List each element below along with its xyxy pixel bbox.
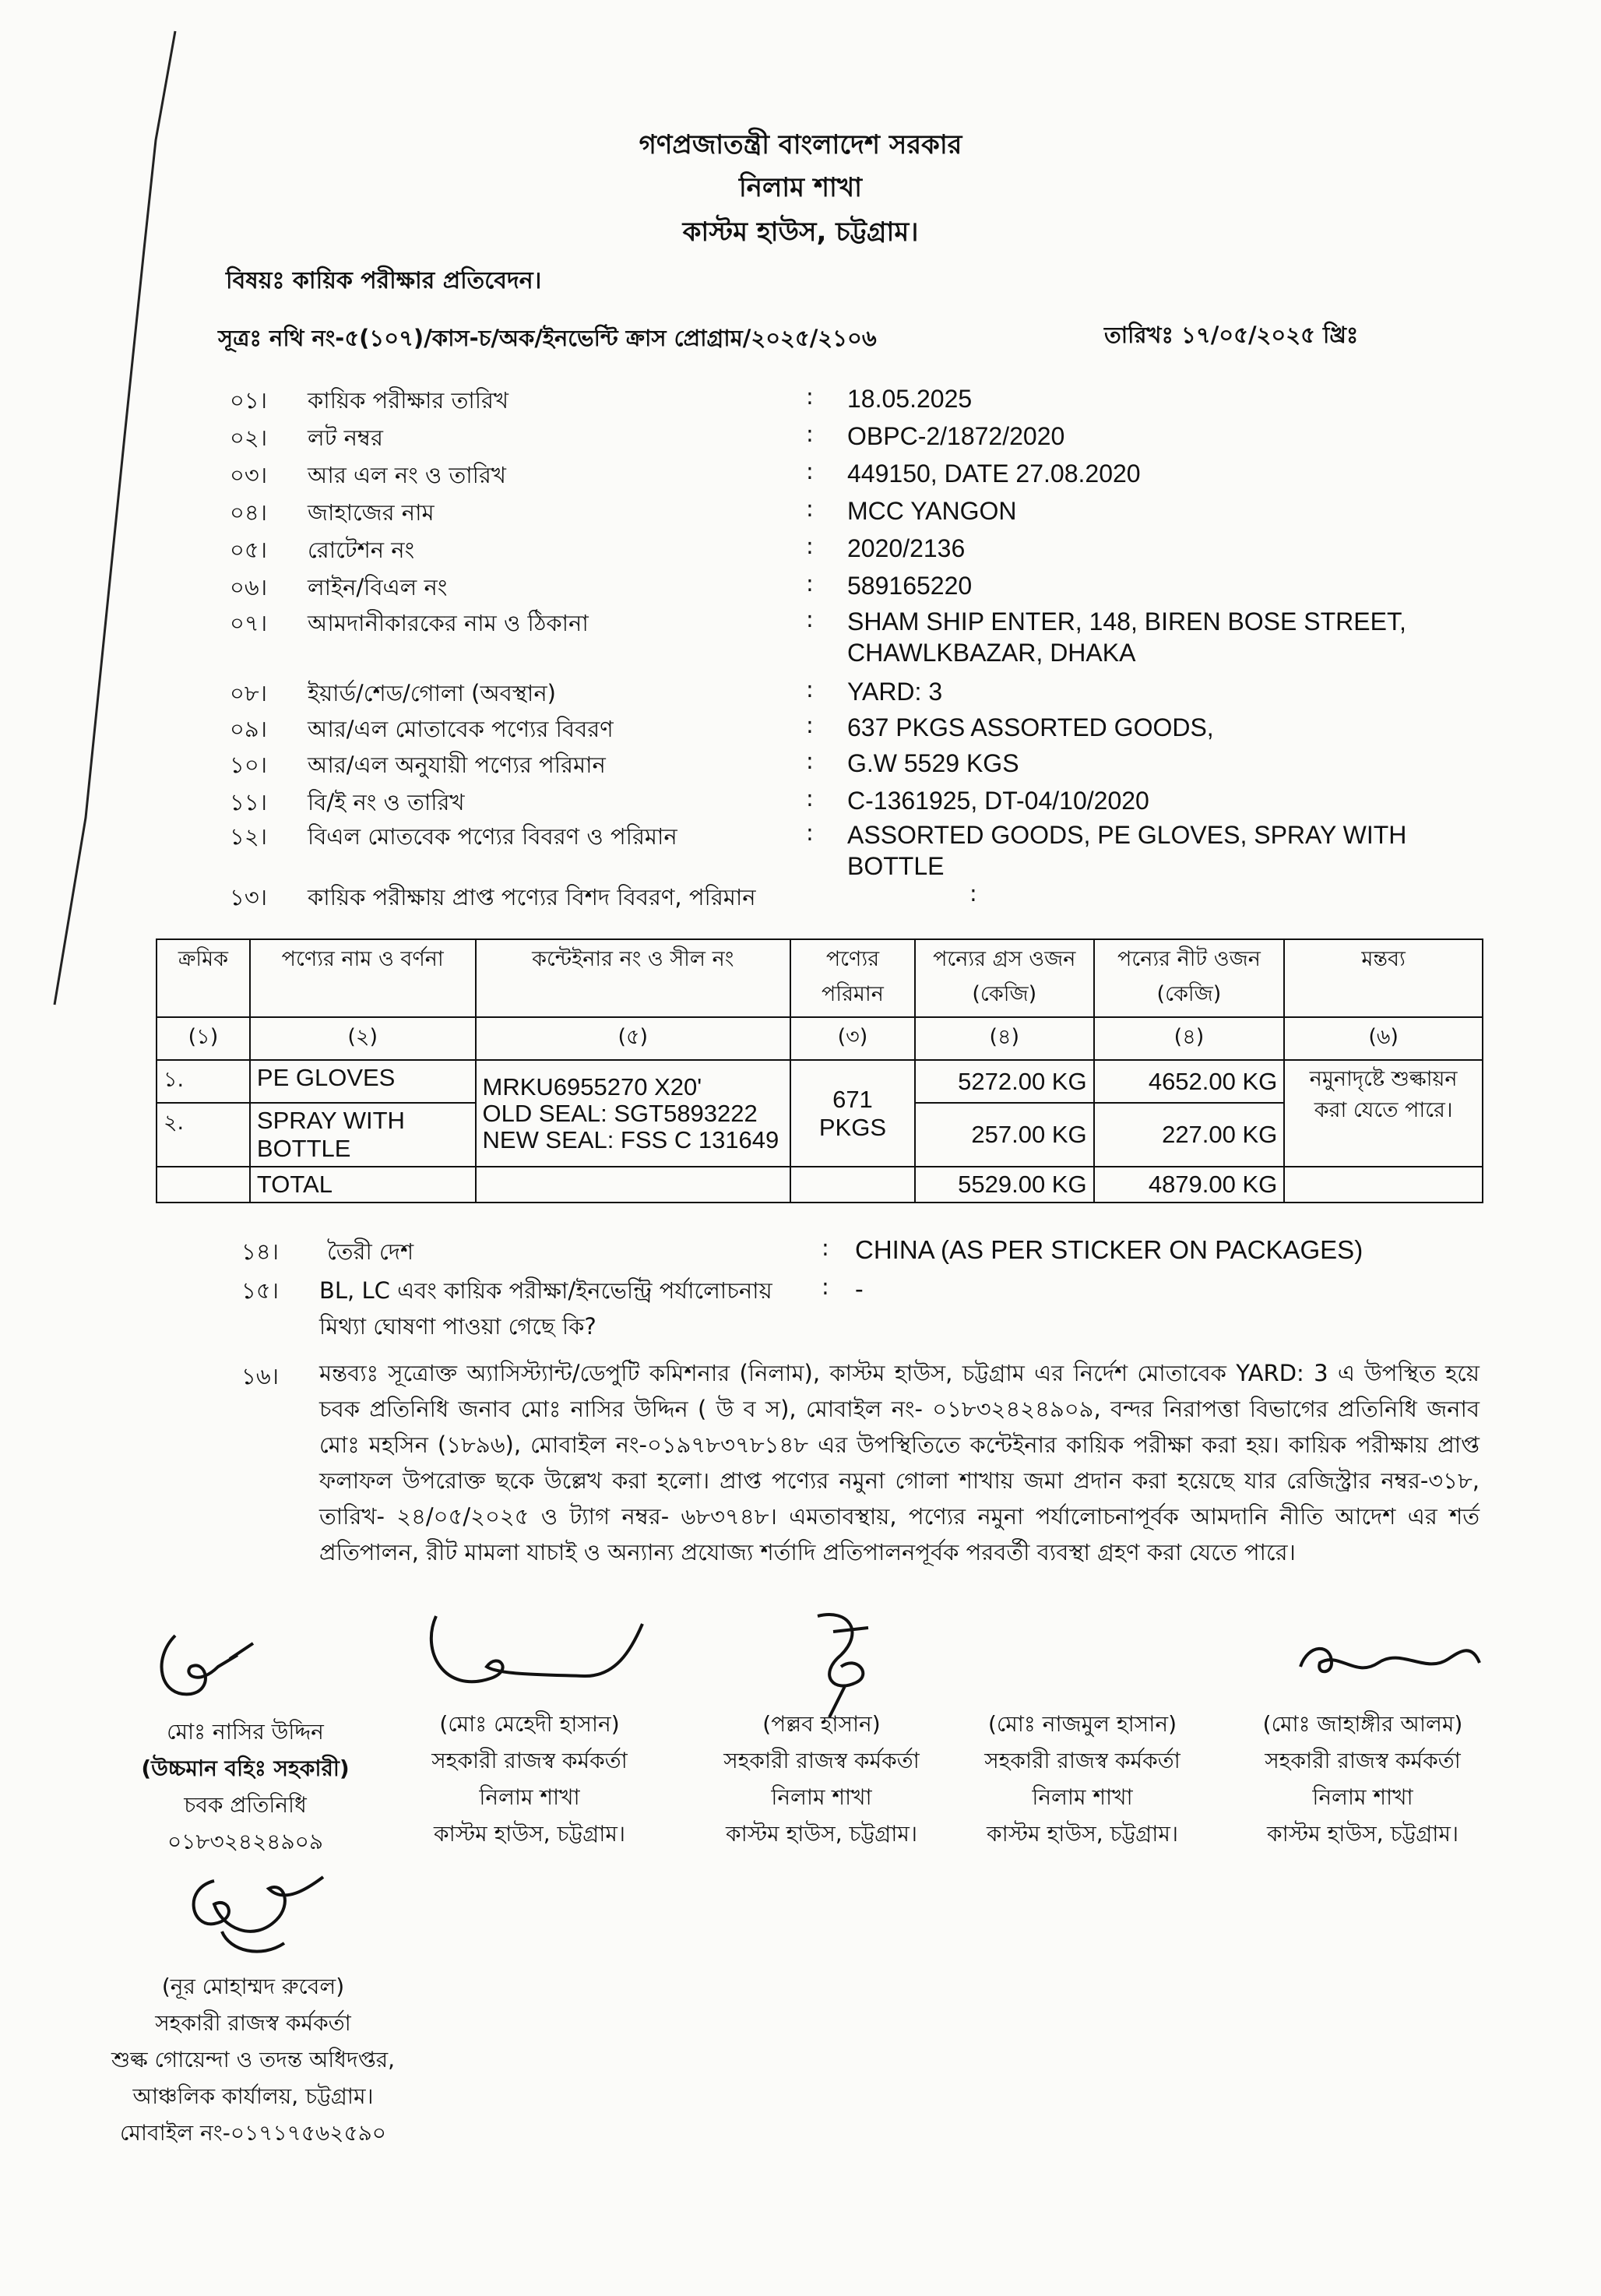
goods-table	[156, 938, 1483, 1203]
signatory-address: কাস্টম হাউস, চট্টগ্রাম।	[434, 1821, 625, 1847]
header-govt: গণপ্রজাতন্ত্রী বাংলাদেশ সরকার	[639, 129, 962, 160]
remark-cell: নমুনাদৃষ্টে শুল্কায়ন করা যেতে পারে।	[1284, 1060, 1483, 1167]
field-num: ১০।	[230, 752, 268, 778]
empty-cell	[1284, 1167, 1483, 1203]
field-num: ০৬।	[230, 574, 268, 600]
signatory-block	[1230, 1706, 1495, 1852]
signatory-name: (নূর মোহাম্মদ রুবেল)	[161, 1974, 345, 1999]
signatory-block	[958, 1706, 1207, 1852]
field-num: ১১।	[230, 789, 268, 815]
signature-6	[167, 1858, 339, 1967]
quantity-cell: 671 PKGS	[790, 1060, 915, 1167]
field-row	[0, 819, 1601, 882]
table-colnum-row	[157, 1017, 1483, 1060]
signature-1	[144, 1612, 284, 1713]
field-num: ১৩।	[230, 884, 268, 910]
field-colon: :	[806, 495, 814, 522]
signatory-office: নিলাম শাখা	[1032, 1784, 1133, 1810]
col-number: (৪)	[915, 1017, 1094, 1060]
field-label: জাহাজের নাম	[308, 499, 435, 526]
field-num: ১২।	[230, 823, 268, 850]
signatory-office: চবক প্রতিনিধি	[184, 1792, 307, 1818]
signatory-name: (মোঃ মেহেদী হাসান)	[439, 1711, 620, 1737]
field-row	[0, 880, 1601, 917]
total-gross: 5529.00 KG	[915, 1167, 1094, 1203]
col-number: (২)	[250, 1017, 476, 1060]
col-header: ক্রমিক	[157, 939, 250, 1017]
col-number: (৪)	[1094, 1017, 1285, 1060]
field-value: OBPC-2/1872/2020	[847, 422, 1065, 450]
field-num: ০৫।	[230, 537, 268, 563]
col-number: (৩)	[790, 1017, 915, 1060]
gross-weight-cell: 5272.00 KG	[915, 1060, 1094, 1103]
field-row	[0, 676, 1601, 713]
signatory-name: (পল্লব হাসান)	[762, 1711, 881, 1737]
signatory-address: কাস্টম হাউস, চট্টগ্রাম।	[726, 1821, 917, 1847]
field-label: আর এল নং ও তারিখ	[308, 462, 506, 488]
field-label: তৈরী দেশ	[327, 1238, 414, 1265]
new-seal: NEW SEAL: FSS C 131649	[482, 1125, 779, 1153]
col-number: (৫)	[476, 1017, 791, 1060]
field-num: ০৮।	[230, 680, 268, 706]
header-office: কাস্টম হাউস, চট্টগ্রাম।	[682, 217, 919, 248]
table-header-row	[157, 939, 1483, 1017]
field-colon: :	[806, 606, 814, 632]
signatory-block	[697, 1706, 946, 1852]
empty-cell	[476, 1167, 791, 1203]
signatory-block	[405, 1706, 654, 1852]
col-header: কন্টেইনার নং ও সীল নং	[476, 939, 791, 1017]
field-label: কায়িক পরীক্ষার তারিখ	[308, 387, 509, 414]
field-value: 637 PKGS ASSORTED GOODS,	[847, 713, 1214, 741]
signatory-address: কাস্টম হাউস, চট্টগ্রাম।	[987, 1821, 1178, 1847]
field-label: মিথ্যা ঘোষণা পাওয়া গেছে কি?	[319, 1313, 596, 1340]
field-colon: :	[806, 570, 814, 597]
field-value: YARD: 3	[847, 678, 943, 706]
field-label: লট নম্বর	[308, 424, 383, 451]
empty-cell	[790, 1167, 915, 1203]
field-num: ০৭।	[230, 610, 268, 636]
field-num: ১৪।	[241, 1238, 280, 1265]
field-row	[0, 458, 1601, 495]
field-row	[0, 712, 1601, 749]
date: তারিখঃ ১৭/০৫/২০২৫ খ্রিঃ	[1104, 322, 1359, 348]
field-num: ০২।	[230, 424, 268, 451]
serial-cell: ১.	[157, 1060, 250, 1103]
field-colon: :	[806, 533, 814, 559]
field-colon: :	[969, 880, 977, 907]
signatory-title: সহকারী রাজস্ব কর্মকর্তা	[1265, 1748, 1461, 1773]
field-value: 449150, DATE 27.08.2020	[847, 460, 1141, 488]
field-label: BL, LC এবং কায়িক পরীক্ষা/ইনভেন্ট্রি পর্যালোচনায়	[319, 1277, 772, 1304]
signatory-block	[117, 1713, 374, 1860]
signature-5	[1285, 1628, 1503, 1698]
signatory-office: নিলাম শাখা	[479, 1784, 580, 1810]
remarks-paragraph: মন্তব্যঃ সূত্রোক্ত অ্যাসিস্ট্যান্ট/ডেপুটি কমিশনার (নিলাম), কাস্টম হাউস, চট্টগ্রাম এর নির্দেশ মোতাবেক YARD: 3 এ উপস্থিত হয়ে চবক প্রতিনিধি জনাব মোঃ নাসির উদ্দিন ( উ ব স), মোবাইল নং- ০১৮৩২৪২৪৯০৯, বন্দর নিরাপত্তা বিভাগের প্রতিনিধি জনাব মোঃ মহসিন (১৮৯৬), মোবাইল নং-০১৯৭৮৩৭৮১৪৮ এর উপস্থিতিতে কন্টেইনার কায়িক পরীক্ষা করা হয়। কায়িক পরীক্ষায় প্রাপ্ত ফলাফল উপরোক্ত ছকে উল্লেখ করা হলো। প্রাপ্ত পণ্যের নমুনা গোলা শাখায় জমা প্রদান করা হয়েছে যার রেজিস্ট্রার নম্বর-৩১৮, তারিখ- ২৪/০৫/২০২৫ ও ট্যাগ নম্বর- ৬৮৩৭৪৮। এমতাবস্থায়, পণ্যের নমুনা পর্যালোচনাপূর্বক আমদানি নীতি আদেশ এর শর্ত প্রতিপালন, রীট মামলা যাচাই ও অন্যান্য প্রযোজ্য শর্তাদি প্রতিপালনপূর্বক পরবর্তী ব্যবস্থা গ্রহণ করা যেতে পারে।	[319, 1360, 1480, 1565]
signatory-mobile: ০১৮৩২৪২৪৯০৯	[167, 1829, 324, 1854]
signatory-address: আঞ্চলিক কার্যালয়, চট্টগ্রাম।	[132, 2083, 374, 2109]
signatory-address: কাস্টম হাউস, চট্টগ্রাম।	[1267, 1821, 1458, 1847]
container-no: MRKU6955270 X20'	[482, 1072, 702, 1100]
field-label: ইয়ার্ড/শেড/গোলা (অবস্থান)	[308, 680, 556, 706]
field-row-14	[0, 1234, 1601, 1272]
field-value: G.W 5529 KGS	[847, 749, 1019, 777]
field-num: ০৪।	[230, 499, 268, 526]
table-total-row	[157, 1167, 1483, 1203]
col-header: পন্যের নীট ওজন (কেজি)	[1094, 939, 1285, 1017]
col-header: পন্যের গ্রস ওজন (কেজি)	[915, 939, 1094, 1017]
signatory-block	[101, 1968, 405, 2151]
empty-cell	[157, 1167, 250, 1203]
gross-weight-cell: 257.00 KG	[915, 1103, 1094, 1167]
net-weight-cell: 227.00 KG	[1094, 1103, 1285, 1167]
field-colon: :	[806, 458, 814, 484]
field-label: আর/এল অনুযায়ী পণ্যের পরিমান	[308, 752, 606, 778]
total-label: TOTAL	[250, 1167, 476, 1203]
field-label: লাইন/বিএল নং	[308, 574, 448, 600]
field-value: 589165220	[847, 572, 973, 600]
reference: সূত্রঃ নথি নং-৫(১০৭)/কাস-চ/অক/ইনভেন্টি ক্রাস প্রোগ্রাম/২০২৫/২১০৬	[218, 325, 877, 351]
col-header: পণ্যের নাম ও বর্ণনা	[250, 939, 476, 1017]
header-section: নিলাম শাখা	[738, 172, 863, 203]
field-colon: :	[806, 748, 814, 774]
signatory-office: নিলাম শাখা	[1312, 1784, 1413, 1810]
signatory-title: সহকারী রাজস্ব কর্মকর্তা	[984, 1748, 1181, 1773]
field-row	[0, 383, 1601, 421]
field-num: ০৯।	[230, 716, 268, 742]
signatory-name: (মোঃ জাহাঙ্গীর আলম)	[1262, 1711, 1463, 1737]
field-value: -	[855, 1275, 864, 1303]
field-colon: :	[806, 421, 814, 447]
field-label: আর/এল মোতাবেক পণ্যের বিবরণ	[308, 716, 614, 742]
field-colon: :	[806, 383, 814, 410]
field-colon: :	[822, 1273, 829, 1300]
field-row	[0, 785, 1601, 822]
net-weight-cell: 4652.00 KG	[1094, 1060, 1285, 1103]
field-value: 2020/2136	[847, 534, 966, 562]
field-row	[0, 495, 1601, 533]
field-value: SHAM SHIP ENTER, 148, BIREN BOSE STREET, CHAWLKBAZAR, DHAKA	[847, 607, 1406, 667]
field-label: বি/ই নং ও তারিখ	[308, 789, 465, 815]
serial-cell: ২.	[157, 1103, 250, 1167]
field-label: বিএল মোতবেক পণ্যের বিবরণ ও পরিমান	[308, 823, 677, 850]
col-header: মন্তব্য	[1284, 939, 1483, 1017]
field-row-15	[0, 1273, 1601, 1351]
field-num: ০৩।	[230, 462, 268, 488]
signatory-name: মোঃ নাসির উদ্দিন	[167, 1719, 324, 1745]
signatory-title: (উচ্চমান বহিঃ সহকারী)	[141, 1755, 350, 1781]
signature-2	[420, 1604, 677, 1713]
field-colon: :	[806, 676, 814, 703]
col-number: (৬)	[1284, 1017, 1483, 1060]
field-value: ASSORTED GOODS, PE GLOVES, SPRAY WITH BOTTLE	[847, 821, 1407, 880]
field-label: রোটেশন নং	[308, 537, 415, 563]
field-num: ০১।	[230, 387, 268, 414]
signatory-office: শুল্ক গোয়েন্দা ও তদন্ত অধিদপ্তর,	[111, 2047, 396, 2072]
signatory-title: সহকারী রাজস্ব কর্মকর্তা	[155, 2010, 351, 2036]
field-value: CHINA (AS PER STICKER ON PACKAGES)	[855, 1235, 1363, 1264]
field-row	[0, 570, 1601, 607]
signatory-office: নিলাম শাখা	[771, 1784, 872, 1810]
signatory-title: সহকারী রাজস্ব কর্মকর্তা	[431, 1748, 628, 1773]
col-number: (১)	[157, 1017, 250, 1060]
field-num: ১৬।	[241, 1363, 280, 1389]
table-row	[157, 1060, 1483, 1103]
field-colon: :	[806, 785, 814, 812]
col-header: পণ্যের পরিমান	[790, 939, 915, 1017]
field-row	[0, 421, 1601, 458]
field-label: আমদানীকারকের নাম ও ঠিকানা	[308, 610, 589, 636]
signatory-name: (মোঃ নাজমুল হাসান)	[987, 1711, 1177, 1737]
subject: বিষয়ঃ কায়িক পরীক্ষার প্রতিবেদন।	[226, 267, 542, 294]
field-colon: :	[806, 712, 814, 738]
field-label: কায়িক পরীক্ষায় প্রাপ্ত পণ্যের বিশদ বিবরণ, পরিমান	[308, 884, 756, 910]
signatory-mobile: মোবাইল নং-০১৭১৭৫৬২৫৯০	[119, 2120, 386, 2146]
product-name-cell: PE GLOVES	[250, 1060, 476, 1103]
old-seal: OLD SEAL: SGT5893222	[482, 1099, 758, 1127]
field-value: MCC YANGON	[847, 497, 1017, 525]
field-colon: :	[822, 1234, 829, 1261]
signatory-title: সহকারী রাজস্ব কর্মকর্তা	[723, 1748, 920, 1773]
field-row	[0, 606, 1601, 676]
field-row	[0, 748, 1601, 785]
field-row	[0, 533, 1601, 570]
field-value: 18.05.2025	[847, 385, 973, 413]
product-name-cell: SPRAY WITH BOTTLE	[250, 1103, 476, 1167]
field-value: C-1361925, DT-04/10/2020	[847, 787, 1149, 815]
container-cell	[476, 1060, 791, 1167]
field-colon: :	[806, 819, 814, 846]
total-net: 4879.00 KG	[1094, 1167, 1285, 1203]
field-num: ১৫।	[241, 1277, 280, 1304]
